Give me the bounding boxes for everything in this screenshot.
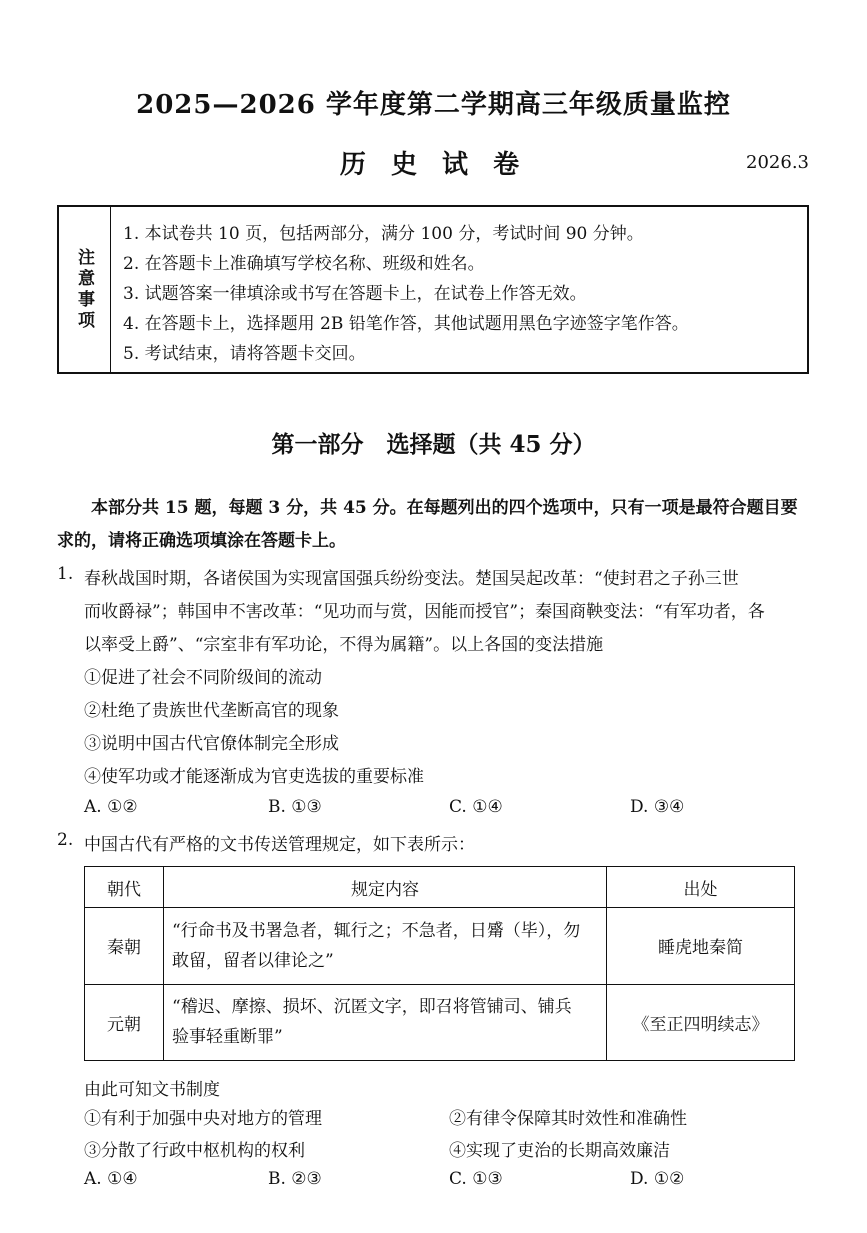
question-1-option-d[interactable]: D. ③④ (630, 797, 685, 817)
question-1-statement: ④使军功或才能逐渐成为官吏选拔的重要标准 (84, 767, 424, 787)
table-cell-source: 睡虎地秦简 (607, 908, 795, 985)
notice-item: 1. 本试卷共 10 页，包括两部分，满分 100 分，考试时间 90 分钟。 (123, 224, 644, 244)
notice-item: 2. 在答题卡上准确填写学校名称、班级和姓名。 (123, 254, 485, 274)
table-cell-dynasty: 元朝 (85, 984, 164, 1061)
notice-item: 4. 在答题卡上，选择题用 2B 铅笔作答，其他试题用黑色字迹签字笔作答。 (123, 314, 689, 334)
section-intro: 本部分共 15 题，每题 3 分，共 45 分。在每题列出的四个选项中，只有一项是最符合题目要求的，请将正确选项填涂在答题卡上。 (57, 498, 798, 551)
table-cell-content (164, 908, 607, 985)
table-cell-source: 《至正四明续志》 (607, 984, 795, 1061)
question-1-option-a[interactable]: A. ①② (84, 797, 138, 817)
exam-subject: 历 史 试 卷 (339, 150, 528, 180)
table-cell-content-line: 敢留，留者以律论之” (172, 950, 334, 971)
notice-item: 3. 试题答案一律填涂或书写在答题卡上，在试卷上作答无效。 (123, 284, 587, 304)
question-1-number: 1. (57, 564, 74, 584)
question-1-stem-line: 春秋战国时期，各诸侯国为实现富国强兵纷纷变法。楚国吴起改革：“使封君之子孙三世 (84, 569, 739, 589)
question-2-lead: 由此可知文书制度 (84, 1080, 220, 1100)
table-cell-content-line: “稽迟、摩擦、损坏、沉匿文字，即召将管铺司、铺兵 (172, 997, 572, 1018)
question-2-statement: ①有利于加强中央对地方的管理 (84, 1109, 322, 1129)
exam-date: 2026.3 (746, 152, 809, 173)
notice-item: 5. 考试结束，请将答题卡交回。 (123, 344, 366, 364)
question-2-option-c[interactable]: C. ①③ (449, 1169, 503, 1189)
question-2-statement: ③分散了行政中枢机构的权利 (84, 1141, 305, 1161)
question-1-statement: ①促进了社会不同阶级间的流动 (84, 668, 322, 688)
section-title: 第一部分 选择题（共 45 分） (271, 431, 596, 458)
question-1-statement: ②杜绝了贵族世代垄断高官的现象 (84, 701, 339, 721)
question-1-stem-line: 以率受上爵”、“宗室非有军功论，不得为属籍”。以上各国的变法措施 (84, 635, 604, 655)
question-1-statement: ③说明中国古代官僚体制完全形成 (84, 734, 339, 754)
notice-label: 注意事项 (59, 207, 111, 372)
table-cell-content-line: “行命书及书署急者，辄行之；不急者，日觱（毕），勿 (172, 920, 581, 941)
table-cell-content (164, 984, 607, 1061)
question-2-statement: ②有律令保障其时效性和准确性 (449, 1109, 687, 1129)
notice-list (123, 219, 689, 369)
question-1-option-b[interactable]: B. ①③ (268, 797, 322, 817)
question-2-option-a[interactable]: A. ①④ (84, 1169, 138, 1189)
regulation-table (84, 866, 795, 1061)
question-2-number: 2. (57, 830, 74, 850)
table-header-source: 出处 (607, 867, 795, 908)
table-row (85, 984, 795, 1061)
table-cell-content-line: 验事轻重断罪” (172, 1027, 283, 1048)
question-1-option-c[interactable]: C. ①④ (449, 797, 503, 817)
table-header-row (85, 867, 795, 908)
table-row (85, 908, 795, 985)
table-header-content: 规定内容 (164, 867, 607, 908)
exam-title: 2025—2026 学年度第二学期高三年级质量监控 (136, 90, 731, 120)
table-cell-dynasty: 秦朝 (85, 908, 164, 985)
question-2-option-b[interactable]: B. ②③ (268, 1169, 322, 1189)
question-2-option-d[interactable]: D. ①② (630, 1169, 685, 1189)
question-1-stem-line: 而收爵禄”；韩国申不害改革：“见功而与赏，因能而授官”；秦国商鞅变法：“有军功者，各 (84, 602, 765, 622)
question-2-statement: ④实现了吏治的长期高效廉洁 (449, 1141, 670, 1161)
table-header-dynasty: 朝代 (85, 867, 164, 908)
notice-box (57, 205, 809, 374)
question-2-stem: 中国古代有严格的文书传送管理规定，如下表所示： (84, 835, 475, 855)
